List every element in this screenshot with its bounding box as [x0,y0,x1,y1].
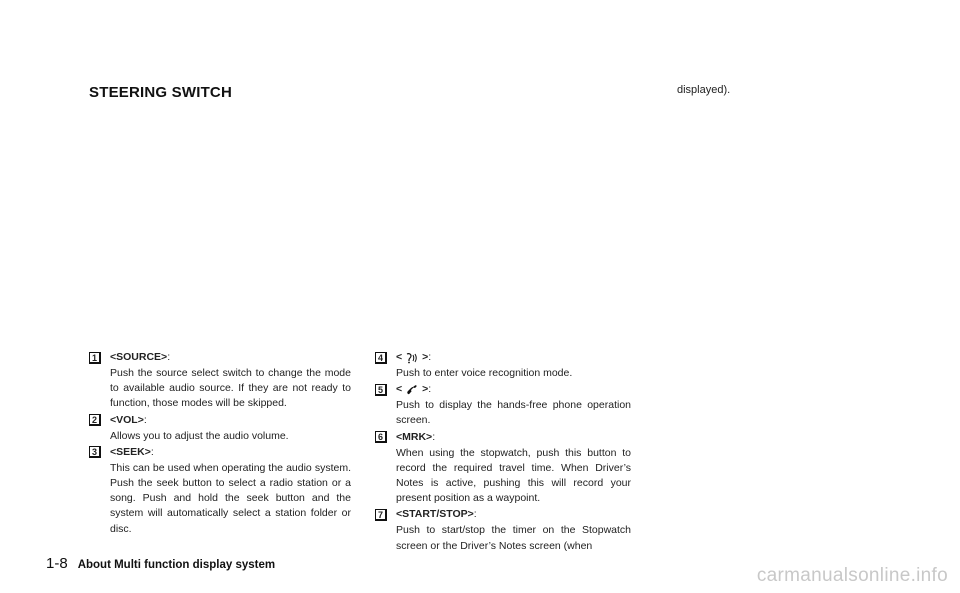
item-description: Allows you to adjust the audio volume. [110,429,289,442]
page-number: 1-8 [46,555,68,572]
list-item: 1 <SOURCE> : Push the source select switch to change the mode to available audio source. If they are not ready to function, those modes will be skipped. [89,349,351,412]
right-column [375,349,631,554]
continued-text: displayed). [677,84,731,96]
item-description: Push to start/stop the timer on the Stopwatch screen or the Driver’s Notes screen (when [396,524,631,552]
phone-icon [404,384,420,396]
item-number-badge: 5 [375,384,387,396]
list-item: 3 <SEEK> : This can be used when operating the audio system. Push the seek button to select a radio station or a song. Push and hold the seek button and the system will automatically select a station folder or disc. [89,444,351,537]
watermark: carmanualsonline.info [756,565,948,586]
item-description: Push to display the hands-free phone operation screen. [396,399,631,427]
voice-recognition-icon [404,352,420,364]
item-description: This can be used when operating the audio system. Push the seek button to select a radio station or a song. Push and hold the seek button and the system will automatically select a station folder or disc. [110,461,351,535]
item-description: Push the source select switch to change the mode to available audio source. If they are not ready to function, those modes will be skipped. [110,367,351,410]
page-footer [46,555,275,572]
list-item: 4 < > : Push to enter voice recognition mode. [375,349,631,381]
item-number-badge: 2 [89,414,101,426]
mrk-key-label: <MRK> [396,430,433,443]
list-item: 6 <MRK> : When using the stopwatch, push this button to record the required travel time. When Driver’s Notes is active, pushing this will record your present position as a waypoint. [375,429,631,507]
section-title: STEERING SWITCH [89,84,233,101]
left-column [89,349,351,537]
item-number-badge: 6 [375,431,387,443]
item-number-badge: 4 [375,352,387,364]
footer-section-title: About Multi function display system [77,559,276,571]
item-description: Push to enter voice recognition mode. [396,367,573,379]
item-number-badge: 1 [89,352,101,364]
list-item: 7 <START/STOP> : Push to start/stop the timer on the Stopwatch screen or the Driver’s Notes screen (when [375,506,631,553]
item-number-badge: 7 [375,509,387,521]
list-item: 2 <VOL> : Allows you to adjust the audio volume. [89,412,351,444]
vol-key-label: <VOL> [110,413,144,426]
start-stop-key-label: <START/STOP> [396,508,474,521]
item-description: When using the stopwatch, push this button to record the required travel time. When Driver’s Notes is active, pushing this will record your present position as a waypoint. [396,446,631,505]
list-item: 5 < > : Push to display the hands-free phone operation screen. [375,381,631,428]
source-key-label: <SOURCE> [110,350,168,363]
item-number-badge: 3 [89,446,101,458]
seek-key-label: <SEEK> [110,445,151,458]
